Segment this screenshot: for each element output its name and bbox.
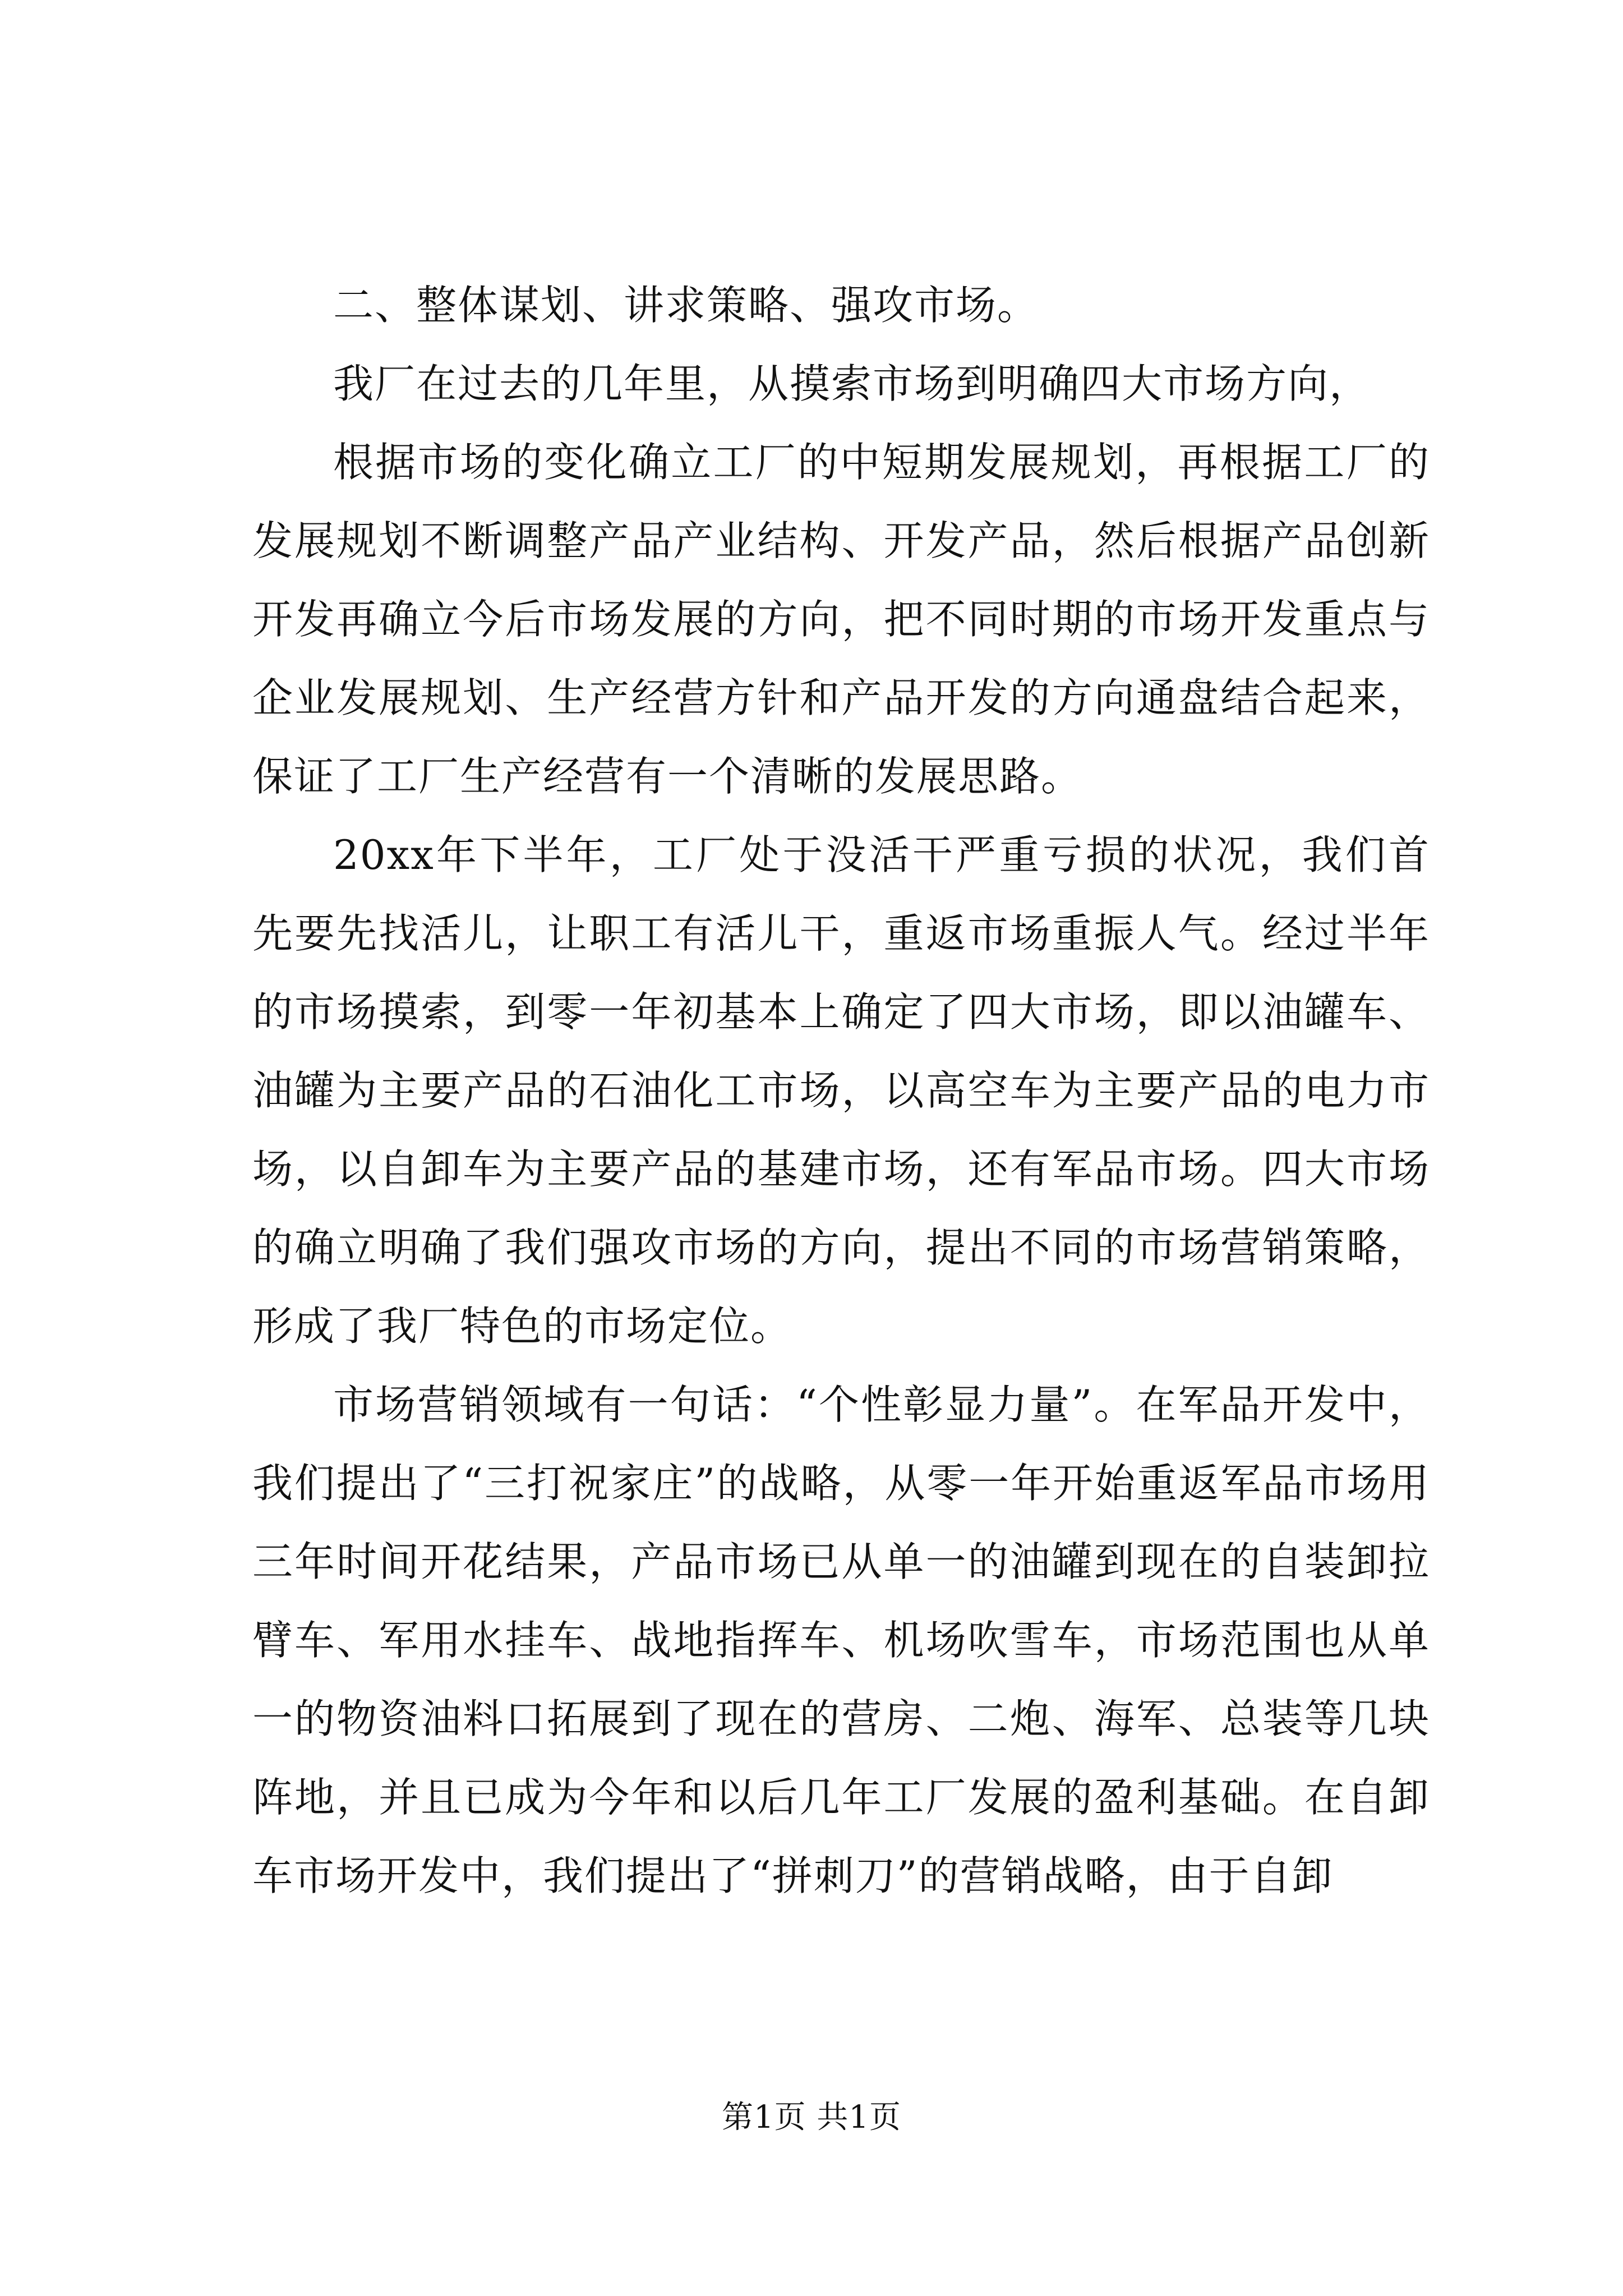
body-paragraph: 根据市场的变化确立工厂的中短期发展规划，再根据工厂的发展规划不断调整产品产业结构、开发产品，然后根据产品创新开发再确立今后市场发展的方向，把不同时期的市场开发重点与企业发展规划、生产经营方针和产品开发的方向通盘结合起来，保证了工厂生产经营有一个清晰的发展思路。 [252,439,1430,800]
body-paragraph: 我厂在过去的几年里，从摸索市场到明确四大市场方向， [333,360,1371,407]
body-paragraph: 20xx年下半年，工厂处于没活干严重亏损的状况，我们首先要先找活儿，让职工有活儿干，重返市场重振人气。经过半年的市场摸索，到零一年初基本上确定了四大市场，即以油罐车、油罐为主要产品的石油化工市场，以高空车为主要产品的电力市场，以自卸车为主要产品的基建市场，还有军品市场。四大市场的确立明确了我们强攻市场的方向，提出不同的市场营销策略，形成了我厂特色的市场定位。 [252,831,1430,1350]
document-body [252,266,1430,1915]
heading-paragraph: 二、整体谋划、讲求策略、强攻市场。 [333,282,1039,329]
body-paragraph: 市场营销领域有一句话：“个性彰显力量”。在军品开发中，我们提出了“三打祝家庄”的战略，从零一年开始重返军品市场用三年时间开花结果，产品市场已从单一的油罐到现在的自装卸拉臂车、军用水挂车、战地指挥车、机场吹雪车，市场范围也从单一的物资油料口拓展到了现在的营房、二炮、海军、总装等几块阵地，并且已成为今年和以后几年工厂发展的盈利基础。在自卸车市场开发中，我们提出了“拼刺刀”的营销战略，由于自卸 [252,1381,1430,1899]
page-footer: 第1页 共1页 [721,2099,902,2136]
